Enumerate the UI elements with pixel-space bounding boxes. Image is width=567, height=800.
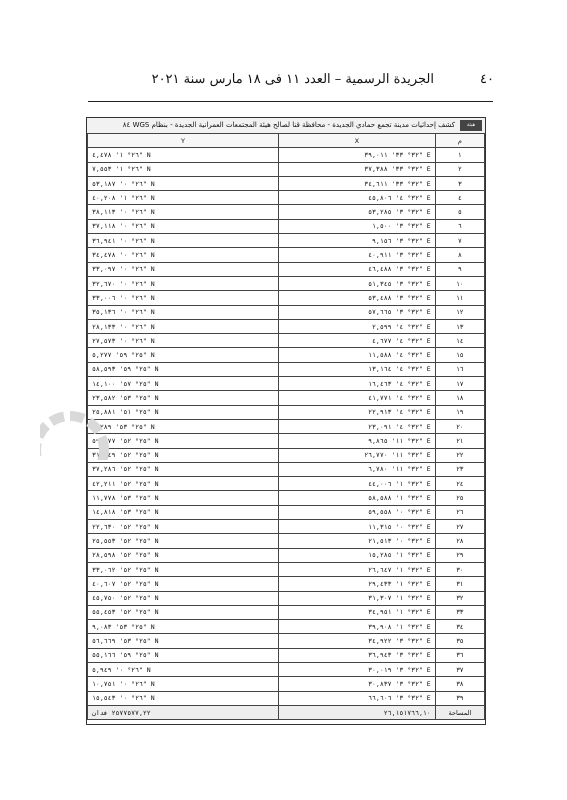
cell-y: ٢٦° ١' ٧,٥٥٣" N <box>88 162 279 176</box>
cell-x: ٣٢° ١' ١٥,٢٨٥" E <box>278 548 435 562</box>
cell-number: ٣٧ <box>435 662 484 676</box>
cell-y: ٢٥° ٥٧' ١٤,١٠٠" N <box>88 377 279 391</box>
cell-number: ٢٦ <box>435 505 484 519</box>
cell-x: ٣٢° ٣' ٥٧,٦٦٥" E <box>278 305 435 319</box>
table-row <box>88 262 485 276</box>
cell-number: ٣٥ <box>435 634 484 648</box>
cell-x: ٣٢° ٤' ١٦,٤٦٣" E <box>278 377 435 391</box>
header-title: الجريدة الرسمية – العدد ١١ فى ١٨ مارس سنة ٢٠٢١ <box>151 72 434 87</box>
table-row <box>88 191 485 205</box>
page-number: ٤٠ <box>480 72 494 87</box>
cell-y: ٢٥° ٥٣' ٢٣,٥٨٢" N <box>88 391 279 405</box>
table-row <box>88 677 485 691</box>
table-row <box>88 205 485 219</box>
cell-y: ٢٦° ١' ٤٠,٢٠٨" N <box>88 191 279 205</box>
table-header-row <box>88 134 485 148</box>
cell-y: ٢٥° ٥٣' ١,٢٨٩" N <box>88 419 279 433</box>
cell-x: ٣٢° ٤' ١١,٥٨٨" E <box>278 348 435 362</box>
table-row <box>88 620 485 634</box>
cell-y: ٢٦° ٠' ١٥,٥٤٣" N <box>88 691 279 705</box>
cell-y: ٢٦° ٠' ٥٣,١٨٧" N <box>88 176 279 190</box>
column-header-x: X <box>278 134 435 148</box>
table-row <box>88 577 485 591</box>
cell-number: ٣٤ <box>435 620 484 634</box>
table-caption-text: كشف إحداثيات مدينة تجمع حمادي الجديدة - محافظة قنا لصالح هيئة المجتمعات العمرانية الجديدة - بنظام WGS ٨٤ <box>122 121 455 129</box>
table-row <box>88 162 485 176</box>
cell-y: ٢٥° ٥٢' ٥٩,٠٧٧" N <box>88 434 279 448</box>
cell-x: ٣٢° ٣' ٣٦,٩٤٣" E <box>278 648 435 662</box>
cell-y: ٢٥° ٥٢' ٤٠,٦٠٧" N <box>88 577 279 591</box>
coordinates-table-body <box>88 148 485 720</box>
table-row <box>88 448 485 462</box>
cell-number: ١٧ <box>435 377 484 391</box>
cell-x: ٣٢° ٣' ٥٣,٢٨٥" E <box>278 205 435 219</box>
cell-x: ٣٢° ٤' ٤١,٧٧١" E <box>278 391 435 405</box>
cell-number: ٢٢ <box>435 448 484 462</box>
cell-number: ٣٣ <box>435 605 484 619</box>
cell-y: ٢٦° ١' ٤,٤٧٨" N <box>88 148 279 162</box>
column-header-y: Y <box>88 134 279 148</box>
cell-x: ٣٢° ٣٣' ٣٩,٠١١" E <box>278 148 435 162</box>
cell-number: ٤ <box>435 191 484 205</box>
cell-number: ٢٩ <box>435 548 484 562</box>
cell-x: ٣٢° ١' ٣٤,٩٥١" E <box>278 605 435 619</box>
table-row <box>88 419 485 433</box>
cell-x: ٣٢° ٣' ٩,١٥٦" E <box>278 234 435 248</box>
table-row <box>88 319 485 333</box>
cell-x: ٣٢° ٤' ٢٣,٠٩١" E <box>278 419 435 433</box>
cell-y: ٢٥° ٥٣' ١٤,٨١٨" N <box>88 505 279 519</box>
table-row <box>88 548 485 562</box>
cell-number: ٣ <box>435 176 484 190</box>
cell-number: ١٠ <box>435 276 484 290</box>
cell-x: ٣٢° ٣' ٦٦,٦٠٦" E <box>278 691 435 705</box>
table-row <box>88 405 485 419</box>
cell-number: ٣١ <box>435 577 484 591</box>
cell-number: ١٢ <box>435 305 484 319</box>
cell-x: ٣٢° ٣' ٣٠,٠١٩" E <box>278 662 435 676</box>
coordinates-table-frame <box>86 117 486 725</box>
cell-number: ١٥ <box>435 348 484 362</box>
cell-number: ٣٨ <box>435 677 484 691</box>
cell-y: ٢٥° ٥٢' ٣٣,٠٦٢" N <box>88 562 279 576</box>
cell-number: ٢٠ <box>435 419 484 433</box>
cell-x: ٣٢° ١' ٤٤,٠٠٦" E <box>278 477 435 491</box>
table-row <box>88 334 485 348</box>
cell-number: ٢٧ <box>435 520 484 534</box>
table-caption <box>87 118 485 134</box>
cell-y: ٢٦° ٠' ٥,٩٤٩" N <box>88 662 279 676</box>
table-row <box>88 520 485 534</box>
cell-y: ٢٦° ٠' ٣٢,٦٧٠" N <box>88 276 279 290</box>
cell-number: ٣٦ <box>435 648 484 662</box>
table-row <box>88 662 485 676</box>
cell-y: ٢٦° ٠' ٣٣,٠٩٧" N <box>88 262 279 276</box>
cell-x: ٣٢° ١١' ٢٦,٧٧٠" E <box>278 448 435 462</box>
table-row <box>88 634 485 648</box>
table-row <box>88 276 485 290</box>
cell-y: ٢٦° ٠' ٣٥,١٣٦" N <box>88 305 279 319</box>
cell-x: ٣٢° ١' ٢٦,٦٤٧" E <box>278 562 435 576</box>
cell-y: ٢٥° ٥٢' ٢٨,٥٩٨" N <box>88 548 279 562</box>
cell-y: ٢٥° ٥٢' ٢٥,٥٥٣" N <box>88 534 279 548</box>
table-row <box>88 505 485 519</box>
cell-y: ٢٥° ٥٢' ٢٢,٦٣٠" N <box>88 520 279 534</box>
cell-y: ٢٦° ٠' ٣٤,٤٧٨" N <box>88 248 279 262</box>
table-row <box>88 462 485 476</box>
cell-y: ٢٥° ٥٢' ٣١,٥٤٩" N <box>88 448 279 462</box>
cell-x: ٣٢° ٠' ٥٩,٥٥٨" E <box>278 505 435 519</box>
table-row <box>88 148 485 162</box>
table-row <box>88 534 485 548</box>
cell-number: ٥ <box>435 205 484 219</box>
cell-x: ٣٢° ٣٣' ٣٧,٣٨٨" E <box>278 162 435 176</box>
header-divider <box>88 101 493 102</box>
table-row <box>88 691 485 705</box>
table-row <box>88 434 485 448</box>
cell-y: ٢٦° ٠' ١٠,٧٥١" N <box>88 677 279 691</box>
cell-x: ٣٢° ٣' ٣٠,٨٣٧" E <box>278 677 435 691</box>
table-row <box>88 234 485 248</box>
area-row <box>88 705 485 719</box>
cell-y: ٢٥° ٥٢' ٣٧,٢٨٦" N <box>88 462 279 476</box>
cell-x: ٣٢° ١' ٣٩,٩٠٨" E <box>278 620 435 634</box>
cell-number: ٦ <box>435 219 484 233</box>
cell-number: ١٦ <box>435 362 484 376</box>
cell-x: ٣٢° ٣' ٣٤,٩٢٢" E <box>278 634 435 648</box>
cell-number: ٨ <box>435 248 484 262</box>
cell-y: ٢٥° ٥٣' ٥٦,٦٦٩" N <box>88 634 279 648</box>
cell-y: ٢٥° ٥١' ٢٥,٨٨١" N <box>88 405 279 419</box>
cell-x: ٣٢° ٠' ١١,٣١٥" E <box>278 520 435 534</box>
cell-x: ٣٢° ١١' ٩,٨٦٥" E <box>278 434 435 448</box>
cell-y: ٢٥° ٥٩' ٥٨,٥٩٣" N <box>88 362 279 376</box>
cell-y: ٢٦° ٠' ٣٧,١١٨" N <box>88 219 279 233</box>
cell-y: ٢٥° ٥٢' ٤٢,٢١١" N <box>88 477 279 491</box>
cell-number: ٩ <box>435 262 484 276</box>
table-row <box>88 605 485 619</box>
table-row <box>88 491 485 505</box>
table-row <box>88 591 485 605</box>
table-row <box>88 248 485 262</box>
cell-x: ٣٢° ٤' ٢٢,٩١٣" E <box>278 405 435 419</box>
cell-x: ٣٢° ٤' ١٣,١٦٤" E <box>278 362 435 376</box>
authority-logo-icon: هيئة <box>460 120 482 131</box>
cell-y: ٢٥° ٥٣' ٩,٠٨٣" N <box>88 620 279 634</box>
table-row <box>88 648 485 662</box>
cell-y: ٢٦° ٠' ٣٦,٩٤١" N <box>88 234 279 248</box>
cell-y: ٢٥° ٥٣' ١١,٧٧٨" N <box>88 491 279 505</box>
cell-number: ٢٣ <box>435 462 484 476</box>
cell-number: ١ <box>435 148 484 162</box>
cell-number: ٢٤ <box>435 477 484 491</box>
cell-x: ٣٢° ١' ٢٩,٤٣٣" E <box>278 577 435 591</box>
table-row <box>88 377 485 391</box>
cell-y: ٢٦° ٠' ٢٧,٥٧٣" N <box>88 334 279 348</box>
cell-number: ١٤ <box>435 334 484 348</box>
table-row <box>88 477 485 491</box>
cell-y: ٢٥° ٥٢' ٤٥,٧٥٠" N <box>88 591 279 605</box>
cell-x: ٣٢° ١' ٥٨,٥٨٨" E <box>278 491 435 505</box>
cell-x: ٣٢° ٣' ٥٣,٤٨٨" E <box>278 291 435 305</box>
cell-x: ٣٢° ٤' ٤٥,٨٠٦" E <box>278 191 435 205</box>
cell-x: ٣٢° ٣' ٤٠,٩١١" E <box>278 248 435 262</box>
cell-x: ٣٢° ٤' ٤,٦٧٧" E <box>278 334 435 348</box>
cell-x: ٣٢° ٣' ٤٦,٤٨٨" E <box>278 262 435 276</box>
cell-y: ٢٦° ٠' ٣٨,١١٣" N <box>88 205 279 219</box>
cell-y: ٢٥° ٥٩' ٥٥,١٦٦" N <box>88 648 279 662</box>
cell-x: ٣٢° ١' ٣١,٣٠٧" E <box>278 591 435 605</box>
table-row <box>88 562 485 576</box>
cell-number: ٣٩ <box>435 691 484 705</box>
cell-number: ٧ <box>435 234 484 248</box>
cell-number: ١١ <box>435 291 484 305</box>
coordinates-table <box>87 133 485 720</box>
cell-number: ٢ <box>435 162 484 176</box>
table-row <box>88 219 485 233</box>
table-row <box>88 391 485 405</box>
cell-number: ٢٥ <box>435 491 484 505</box>
area-value-feddan: ٢٥٧٧٥٧٧,٢٢ فدان <box>88 705 279 719</box>
area-value: ٢٦,١٥١٧٦٦,١٠ <box>278 705 435 719</box>
cell-y: ٢٦° ٠' ٢٨,١٣٣" N <box>88 319 279 333</box>
cell-x: ٣٢° ٤' ٢,٥٩٩" E <box>278 319 435 333</box>
cell-x: ٣٢° ٠' ٢١,٥١٣" E <box>278 534 435 548</box>
cell-y: ٢٦° ٠' ٣٣,٠٠٦" N <box>88 291 279 305</box>
cell-y: ٢٥° ٥٩' ٥,٢٧٧" N <box>88 348 279 362</box>
cell-number: ١٩ <box>435 405 484 419</box>
table-row <box>88 305 485 319</box>
cell-number: ٣٢ <box>435 591 484 605</box>
cell-number: ١٣ <box>435 319 484 333</box>
cell-x: ٣٢° ٣' ١,٥٠٠" E <box>278 219 435 233</box>
table-row <box>88 291 485 305</box>
cell-number: ١٨ <box>435 391 484 405</box>
table-row <box>88 362 485 376</box>
cell-x: ٣٢° ١١' ٦,٧٨٠" E <box>278 462 435 476</box>
column-header-number: م <box>435 134 484 148</box>
area-label: المساحة <box>435 705 484 719</box>
cell-x: ٣٢° ٣' ٥١,٣٤٥" E <box>278 276 435 290</box>
cell-number: ٢١ <box>435 434 484 448</box>
cell-number: ٣٠ <box>435 562 484 576</box>
page-header <box>64 70 494 94</box>
cell-x: ٣٢° ٣٣' ٣٤,٦١١" E <box>278 176 435 190</box>
cell-y: ٢٥° ٥٢' ٥٥,٤٥٣" N <box>88 605 279 619</box>
cell-number: ٢٨ <box>435 534 484 548</box>
table-row <box>88 176 485 190</box>
table-row <box>88 348 485 362</box>
